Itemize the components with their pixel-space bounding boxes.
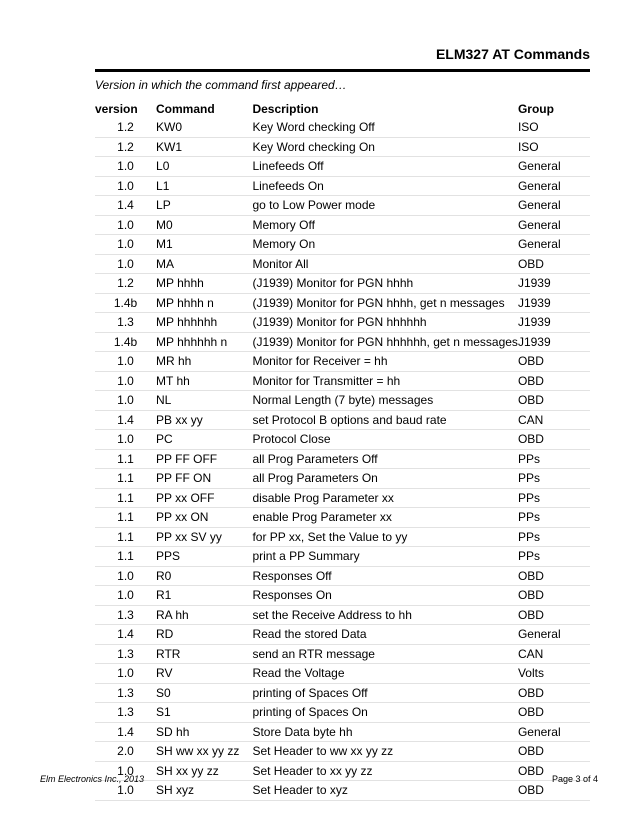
cell-version: 1.1 [95, 488, 156, 508]
cell-version: 1.4b [95, 293, 156, 313]
column-header-group: Group [517, 101, 554, 116]
cell-description: Linefeeds On [252, 176, 517, 196]
table-row [95, 371, 590, 391]
cell-group: OBD [518, 761, 590, 781]
cell-description: send an RTR message [252, 644, 517, 664]
cell-group: OBD [518, 352, 590, 372]
cell-description: Store Data byte hh [252, 722, 517, 742]
cell-version: 1.3 [95, 644, 156, 664]
cell-description: set Protocol B options and baud rate [252, 410, 517, 430]
cell-description: set the Receive Address to hh [252, 605, 517, 625]
cell-command: PPS [156, 547, 252, 567]
cell-version: 2.0 [95, 742, 156, 762]
cell-description: Responses Off [252, 566, 517, 586]
cell-command: KW0 [156, 118, 252, 137]
cell-group: OBD [518, 254, 590, 274]
cell-group: OBD [518, 566, 590, 586]
cell-version: 1.4 [95, 722, 156, 742]
cell-group: OBD [518, 781, 590, 801]
cell-group: PPs [518, 449, 590, 469]
cell-command: NL [156, 391, 252, 411]
cell-command: MP hhhh n [156, 293, 252, 313]
cell-description: Set Header to xx yy zz [252, 761, 517, 781]
header-rule [95, 69, 590, 72]
cell-group: ISO [518, 118, 590, 137]
cell-version: 1.1 [95, 449, 156, 469]
table-row [95, 235, 590, 255]
cell-group: PPs [518, 508, 590, 528]
table-row [95, 761, 590, 781]
table-row [95, 157, 590, 177]
table-row [95, 527, 590, 547]
cell-group: CAN [518, 644, 590, 664]
column-header-description: Description [252, 101, 319, 116]
cell-group: General [518, 625, 590, 645]
cell-command: PP xx OFF [156, 488, 252, 508]
cell-command: PC [156, 430, 252, 450]
cell-version: 1.0 [95, 352, 156, 372]
table-row [95, 410, 590, 430]
cell-group: OBD [518, 430, 590, 450]
cell-command: SD hh [156, 722, 252, 742]
table-row [95, 274, 590, 294]
table-row [95, 488, 590, 508]
cell-version: 1.0 [95, 371, 156, 391]
cell-command: KW1 [156, 137, 252, 157]
cell-group: OBD [518, 391, 590, 411]
cell-description: Responses On [252, 586, 517, 606]
cell-group: OBD [518, 371, 590, 391]
table-row [95, 508, 590, 528]
cell-command: S0 [156, 683, 252, 703]
cell-description: Monitor All [252, 254, 517, 274]
cell-version: 1.0 [95, 430, 156, 450]
cell-description: Key Word checking Off [252, 118, 517, 137]
cell-group: OBD [518, 605, 590, 625]
cell-command: MA [156, 254, 252, 274]
cell-group: PPs [518, 547, 590, 567]
cell-group: PPs [518, 469, 590, 489]
table-header-row [95, 99, 590, 118]
cell-command: R1 [156, 586, 252, 606]
cell-version: 1.3 [95, 703, 156, 723]
table-row [95, 469, 590, 489]
table-row [95, 586, 590, 606]
cell-description: enable Prog Parameter xx [252, 508, 517, 528]
cell-version: 1.0 [95, 215, 156, 235]
cell-group: J1939 [518, 274, 590, 294]
cell-description: Monitor for Receiver = hh [252, 352, 517, 372]
table-row [95, 332, 590, 352]
cell-group: General [518, 215, 590, 235]
cell-command: MT hh [156, 371, 252, 391]
table-row [95, 605, 590, 625]
cell-version: 1.0 [95, 664, 156, 684]
cell-command: RD [156, 625, 252, 645]
cell-description: (J1939) Monitor for PGN hhhhhh [252, 313, 517, 333]
cell-group: Volts [518, 664, 590, 684]
cell-description: printing of Spaces Off [252, 683, 517, 703]
column-header-command: Command [156, 101, 215, 116]
cell-description: Key Word checking On [252, 137, 517, 157]
cell-version: 1.0 [95, 761, 156, 781]
table-row [95, 391, 590, 411]
cell-group: OBD [518, 586, 590, 606]
cell-group: General [518, 722, 590, 742]
cell-command: PB xx yy [156, 410, 252, 430]
table-row [95, 137, 590, 157]
page-title: ELM327 AT Commands [435, 46, 590, 62]
cell-command: PP FF OFF [156, 449, 252, 469]
cell-version: 1.4 [95, 410, 156, 430]
cell-description: Memory Off [252, 215, 517, 235]
cell-command: RV [156, 664, 252, 684]
cell-description: Set Header to ww xx yy zz [252, 742, 517, 762]
cell-group: CAN [518, 410, 590, 430]
cell-command: R0 [156, 566, 252, 586]
cell-version: 1.0 [95, 391, 156, 411]
cell-command: L1 [156, 176, 252, 196]
table-row [95, 430, 590, 450]
cell-description: Monitor for Transmitter = hh [252, 371, 517, 391]
cell-command: RTR [156, 644, 252, 664]
table-body [95, 118, 590, 800]
cell-group: OBD [518, 742, 590, 762]
cell-version: 1.0 [95, 157, 156, 177]
cell-version: 1.2 [95, 137, 156, 157]
cell-command: RA hh [156, 605, 252, 625]
cell-group: PPs [518, 527, 590, 547]
cell-description: Memory On [252, 235, 517, 255]
table-caption: Version in which the command first appeared… [95, 78, 347, 92]
cell-group: PPs [518, 488, 590, 508]
cell-version: 1.2 [95, 274, 156, 294]
cell-command: PP FF ON [156, 469, 252, 489]
cell-version: 1.1 [95, 527, 156, 547]
cell-description: (J1939) Monitor for PGN hhhh [252, 274, 517, 294]
table-row [95, 781, 590, 801]
cell-group: J1939 [518, 293, 590, 313]
cell-description: (J1939) Monitor for PGN hhhhhh, get n messages [252, 332, 517, 352]
cell-version: 1.3 [95, 605, 156, 625]
cell-command: LP [156, 196, 252, 216]
cell-group: General [518, 196, 590, 216]
cell-version: 1.4b [95, 332, 156, 352]
cell-group: OBD [518, 703, 590, 723]
table-row [95, 293, 590, 313]
cell-command: PP xx ON [156, 508, 252, 528]
cell-command: S1 [156, 703, 252, 723]
cell-description: all Prog Parameters Off [252, 449, 517, 469]
cell-group: General [518, 157, 590, 177]
cell-command: M0 [156, 215, 252, 235]
cell-description: print a PP Summary [252, 547, 517, 567]
table-row [95, 722, 590, 742]
cell-command: MP hhhhhh [156, 313, 252, 333]
cell-version: 1.4 [95, 625, 156, 645]
cell-version: 1.3 [95, 313, 156, 333]
cell-group: General [518, 176, 590, 196]
cell-description: printing of Spaces On [252, 703, 517, 723]
cell-command: M1 [156, 235, 252, 255]
table-row [95, 313, 590, 333]
cell-version: 1.1 [95, 508, 156, 528]
cell-description: disable Prog Parameter xx [252, 488, 517, 508]
cell-description: Normal Length (7 byte) messages [252, 391, 517, 411]
table-row [95, 644, 590, 664]
table-row [95, 118, 590, 137]
cell-version: 1.1 [95, 547, 156, 567]
table-row [95, 625, 590, 645]
cell-command: MR hh [156, 352, 252, 372]
table-row [95, 742, 590, 762]
table-row [95, 547, 590, 567]
table-row [95, 566, 590, 586]
cell-command: MP hhhhhh n [156, 332, 252, 352]
table-row [95, 449, 590, 469]
cell-version: 1.3 [95, 683, 156, 703]
cell-version: 1.0 [95, 176, 156, 196]
cell-group: J1939 [518, 332, 590, 352]
table-row [95, 196, 590, 216]
cell-version: 1.4 [95, 196, 156, 216]
cell-version: 1.0 [95, 235, 156, 255]
table-row [95, 683, 590, 703]
cell-command: MP hhhh [156, 274, 252, 294]
cell-description: for PP xx, Set the Value to yy [252, 527, 517, 547]
cell-group: OBD [518, 683, 590, 703]
cell-description: Read the Voltage [252, 664, 517, 684]
cell-version: 1.1 [95, 469, 156, 489]
cell-description: (J1939) Monitor for PGN hhhh, get n messages [252, 293, 517, 313]
cell-description: go to Low Power mode [252, 196, 517, 216]
cell-group: ISO [518, 137, 590, 157]
cell-group: General [518, 235, 590, 255]
table-row [95, 664, 590, 684]
table-row [95, 703, 590, 723]
cell-command: SH ww xx yy zz [156, 742, 252, 762]
column-header-version: version [95, 101, 138, 116]
cell-command: SH xx yy zz [156, 761, 252, 781]
cell-description: Set Header to xyz [252, 781, 517, 801]
cell-description: Read the stored Data [252, 625, 517, 645]
cell-group: J1939 [518, 313, 590, 333]
cell-command: PP xx SV yy [156, 527, 252, 547]
table-row [95, 254, 590, 274]
table-row [95, 352, 590, 372]
commands-table [95, 99, 590, 801]
cell-description: Protocol Close [252, 430, 517, 450]
cell-version: 1.0 [95, 781, 156, 801]
cell-version: 1.0 [95, 586, 156, 606]
footer-company: Elm Electronics Inc., 2013 [40, 774, 145, 784]
table-row [95, 215, 590, 235]
cell-description: Linefeeds Off [252, 157, 517, 177]
cell-command: L0 [156, 157, 252, 177]
cell-description: all Prog Parameters On [252, 469, 517, 489]
cell-command: SH xyz [156, 781, 252, 801]
footer-page-number: Page 3 of 4 [551, 774, 598, 784]
table-row [95, 176, 590, 196]
cell-version: 1.2 [95, 118, 156, 137]
cell-version: 1.0 [95, 254, 156, 274]
cell-version: 1.0 [95, 566, 156, 586]
